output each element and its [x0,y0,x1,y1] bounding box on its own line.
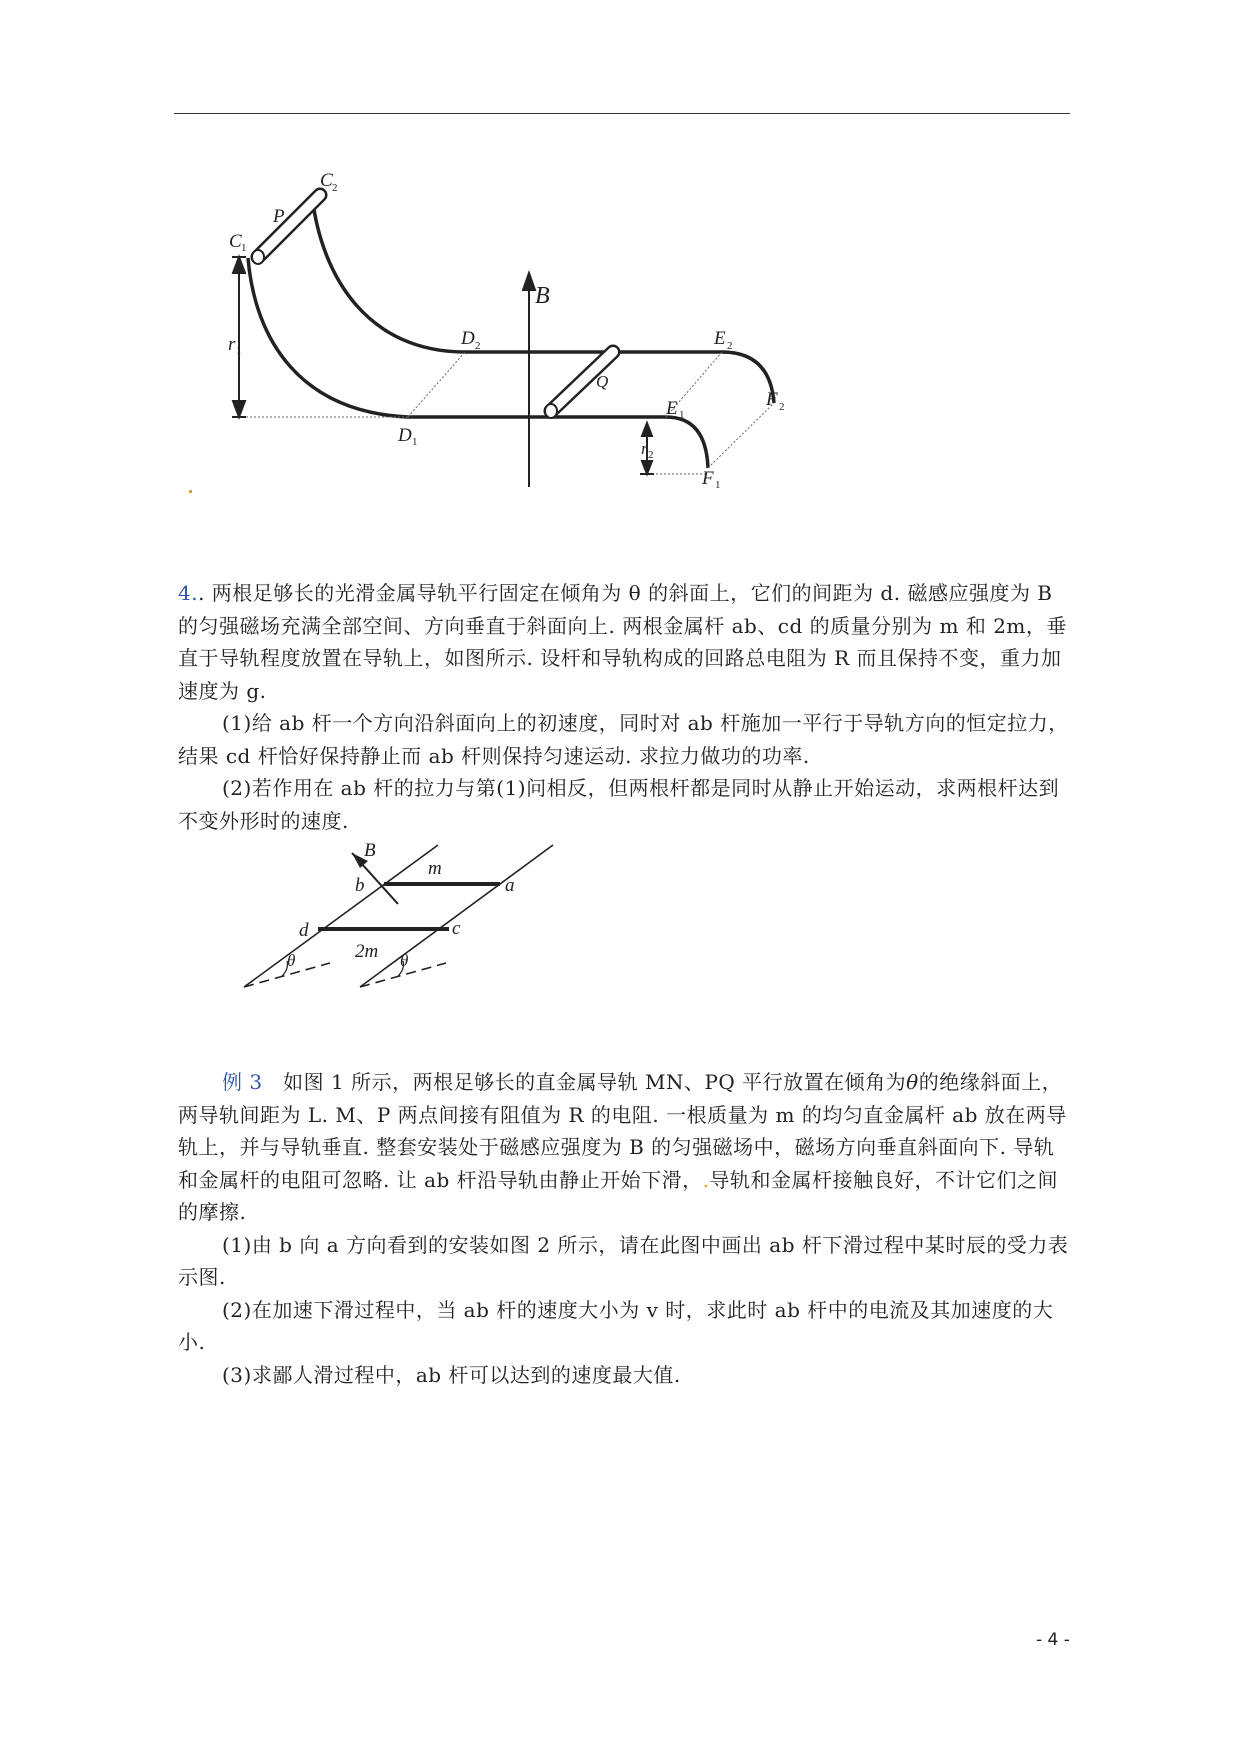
svg-text:1: 1 [412,436,418,448]
svg-text:1: 1 [241,242,247,254]
problem-number: 4. [178,581,199,605]
label-p: P [273,206,285,227]
problem-4 [178,577,1070,837]
svg-text:2: 2 [648,449,654,461]
label-c2: C [320,170,333,191]
label-d: d [299,920,309,941]
orange-marker [189,490,192,493]
example-label: 例 3 [222,1070,263,1094]
label-c1: C [229,231,242,252]
example-3-q1: (1)由 b 向 a 方向看到的安装如图 2 所示，请在此图中画出 ab 杆下滑过程中某时辰的受力表示图. [178,1232,1069,1289]
problem-4-q1: (1)给 ab 杆一个方向沿斜面向上的初速度，同时对 ab 杆施加一平行于导轨方向的恒定拉力，结果 cd 杆恰好保持静止而 ab 杆则保持匀速运动. 求拉力做功的功率. [178,711,1069,768]
svg-text:2: 2 [727,340,733,352]
label-q: Q [596,372,609,391]
label-b-end: b [355,875,365,896]
label-r2: r [641,439,648,458]
theta-symbol: θ [906,1070,919,1094]
label-r1: r [228,334,236,355]
label-d2: D [461,328,475,349]
figure-inclined-rails [0,830,1241,1010]
label-b2: B [364,840,376,861]
label-m: m [428,858,442,879]
rail-front [248,258,708,468]
problem-4-q2: (2)若作用在 ab 杆的拉力与第(1)问相反，但两根杆都是同时从静止开始运动，求两根杆达到不变外形时的速度. [178,776,1060,833]
svg-text:2: 2 [332,182,338,194]
label-f2: F [766,389,778,410]
svg-text:1: 1 [679,409,685,421]
label-c: c [452,918,461,939]
label-theta-1: θ [287,951,296,970]
page-number: - 4 - [1036,1630,1070,1650]
example-3-q3: (3)求鄙人滑过程中，ab 杆可以达到的速度最大值. [222,1362,681,1387]
svg-text:2: 2 [475,340,481,352]
label-e1: E [666,398,678,419]
label-b: B [535,283,550,309]
figure-curved-rails [0,0,1241,520]
example-3-text-c: 导轨和金属杆接触良好，不计它们之间的摩擦. [178,1167,1059,1224]
rod-p [252,195,320,264]
label-theta-2: θ [400,951,409,970]
svg-text:2: 2 [779,401,785,413]
example-3-q2: (2)在加速下滑过程中，当 ab 杆的速度大小为 v 时，求此时 ab 杆中的电流及其加速度的大小. [178,1297,1054,1354]
svg-text:1: 1 [236,345,242,357]
example-3-text-a: 如图 1 所示，两根足够长的直金属导轨 MN、PQ 平行放置在倾角为 [283,1070,907,1094]
label-d1: D [398,425,412,446]
example-3-text-b: 的绝缘斜面上，两导轨间距为 L. M、P 两点间接有阻值为 R 的电阻. 一根质量为 m 的均匀直金属杆 ab 放在两导轨上，并与导轨垂直. 整套安装处于磁感应强度为 B 的匀强磁场中，磁场方向垂直斜面向下. 导轨和金属杆的电阻可忽略. 让 ab 杆沿导轨由静止开始下滑， [178,1070,1067,1192]
problem-4-text: . 两根足够长的光滑金属导轨平行固定在倾角为 θ 的斜面上，它们的间距为 d. 磁感应强度为 B 的匀强磁场充满全部空间、方向垂直于斜面向上. 两根金属杆 ab、cd 的质量分别为 m 和 2m，垂直于导轨程度放置在导轨上，如图所示. 设杆和导轨构成的回路总电阻为 R 而且保持不变，重力加速度为 g. [178,581,1067,703]
label-e2: E [714,328,726,349]
label-f1: F [702,468,714,489]
label-2m: 2m [355,941,379,962]
svg-text:1: 1 [715,479,721,491]
label-a: a [505,875,515,896]
orange-dot: . [702,1167,710,1192]
example-3 [178,1066,1070,1391]
